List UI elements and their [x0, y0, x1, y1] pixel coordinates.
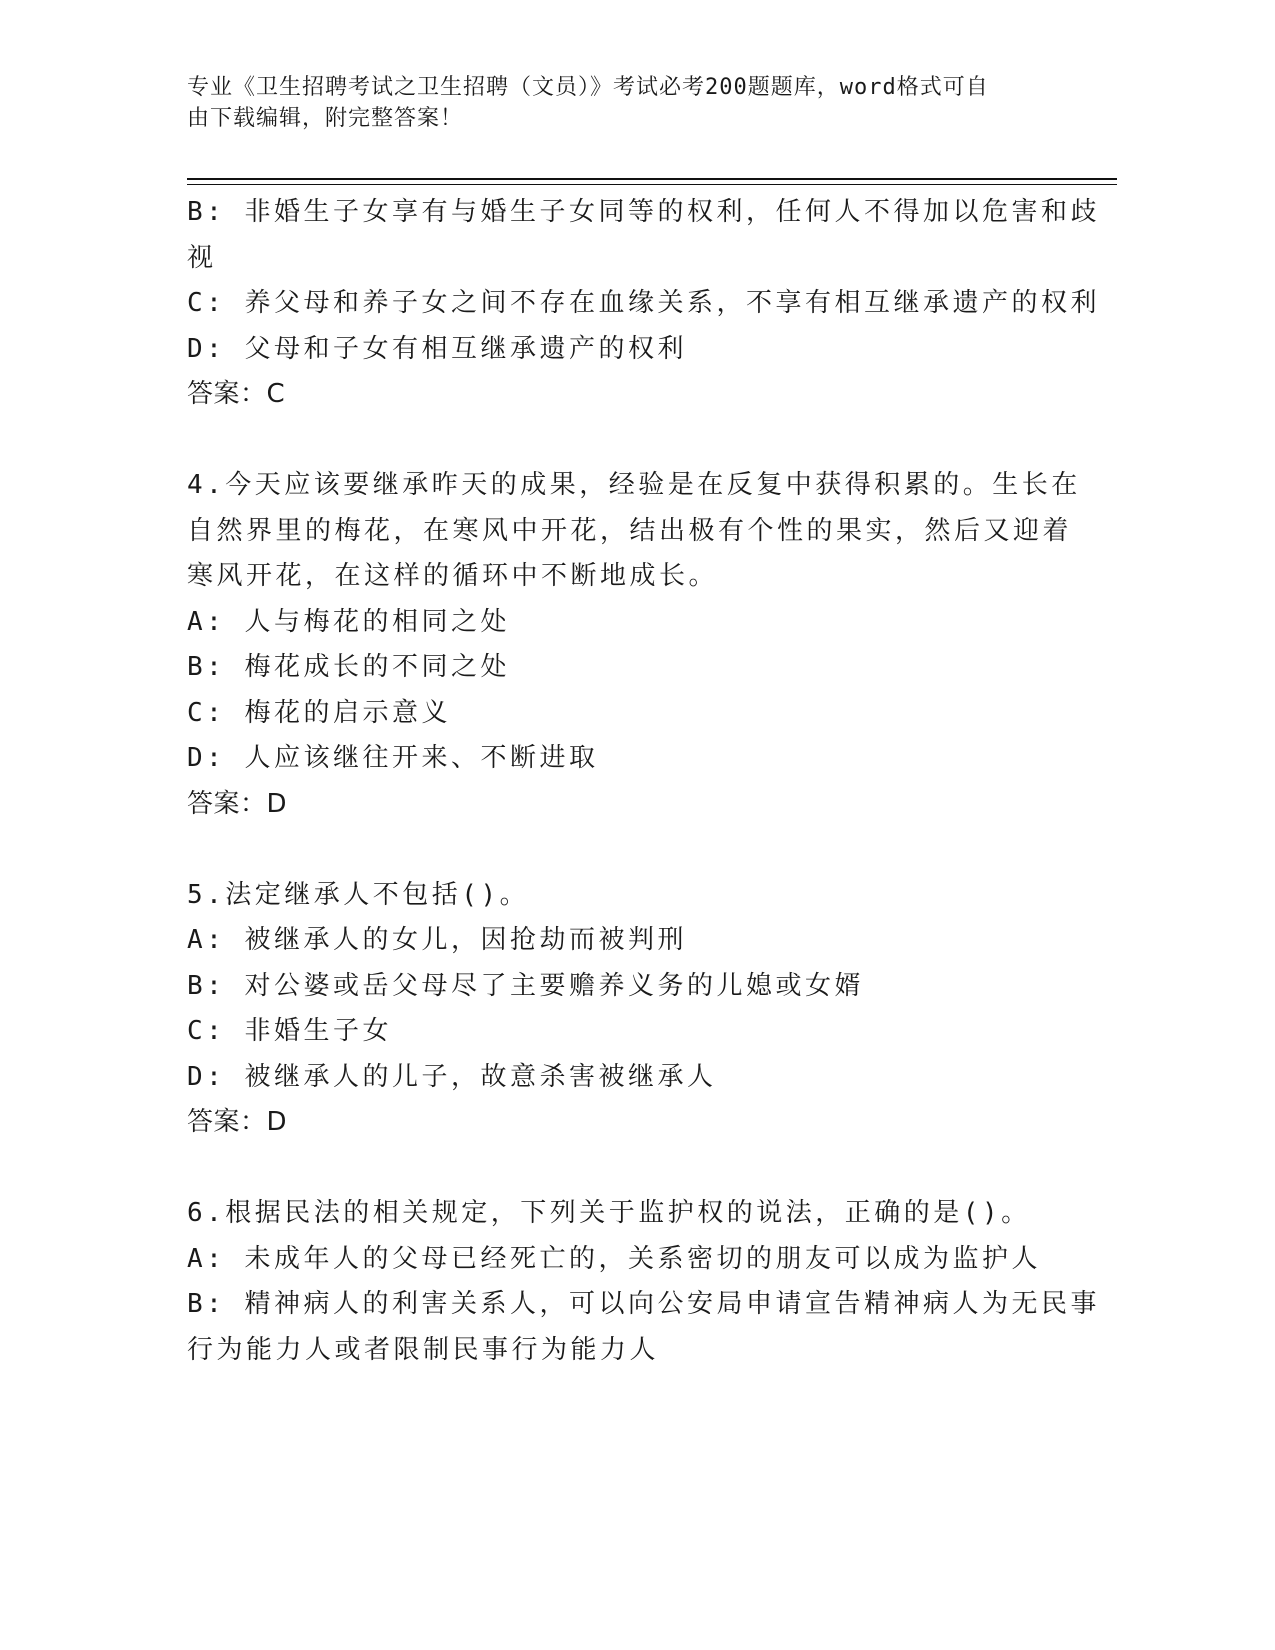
question-4 [187, 463, 1087, 827]
q6-stem: 6.根据民法的相关规定，下列关于监护权的说法，正确的是()。 [187, 1198, 1031, 1228]
q6-option-b-line-2: 行为能力人或者限制民事行为能力人 [187, 1334, 660, 1365]
q6-option-b-line-1: B: 精神病人的利害关系人，可以向公安局申请宣告精神病人为无民事 [187, 1289, 1100, 1319]
q4-stem-line-1: 4.今天应该要继承昨天的成果，经验是在反复中获得积累的。生长在 [187, 470, 1081, 500]
q5-stem: 5.法定继承人不包括()。 [187, 879, 530, 910]
q5-option-d: D: 被继承人的儿子，故意杀害被继承人 [187, 1061, 717, 1092]
q4-option-b: B: 梅花成长的不同之处 [187, 652, 510, 682]
q4-stem-line-3: 寒风开花，在这样的循环中不断地成长。 [187, 561, 719, 591]
q4-stem-line-2: 自然界里的梅花，在寒风中开花，结出极有个性的果实，然后又迎着 [187, 515, 1073, 546]
spacer [187, 1146, 1087, 1192]
question-3 [187, 190, 1100, 418]
q4-option-c: C: 梅花的启示意义 [187, 697, 451, 728]
q3-option-b-line-1: B: 非婚生子女享有与婚生子女同等的权利，任何人不得加以危害和歧 [187, 197, 1100, 227]
q3-option-d: D: 父母和子女有相互继承遗产的权利 [187, 333, 687, 364]
q5-option-c: C: 非婚生子女 [187, 1016, 392, 1046]
q5-option-a: A: 被继承人的女儿，因抢劫而被判刑 [187, 925, 687, 955]
header-line-1: 专业《卫生招聘考试之卫生招聘（文员）》考试必考200题题库，word格式可自 [187, 75, 989, 100]
q3-option-b-line-2: 视 [187, 242, 217, 273]
q4-option-d: D: 人应该继往开来、不断进取 [187, 743, 599, 773]
q4-answer: 答案：D [187, 788, 288, 819]
question-6 [187, 1191, 1100, 1373]
q3-answer: 答案：C [187, 379, 286, 409]
header-line-2: 由下载编辑，附完整答案！ [187, 106, 464, 131]
q4-option-a: A: 人与梅花的相同之处 [187, 606, 510, 637]
q5-answer: 答案：D [187, 1107, 288, 1137]
header-divider-thick [187, 178, 1117, 180]
question-list [187, 190, 1100, 1373]
q6-option-a: A: 未成年人的父母已经死亡的，关系密切的朋友可以成为监护人 [187, 1243, 1041, 1274]
q3-option-c: C: 养父母和养子女之间不存在血缘关系，不享有相互继承遗产的权利 [187, 288, 1100, 318]
q5-option-b: B: 对公婆或岳父母尽了主要赡养义务的儿媳或女婿 [187, 970, 864, 1001]
document-header [187, 72, 1067, 134]
spacer [187, 418, 1087, 464]
spacer [187, 827, 1087, 873]
question-5 [187, 873, 1087, 1146]
header-divider-thin [187, 184, 1117, 185]
